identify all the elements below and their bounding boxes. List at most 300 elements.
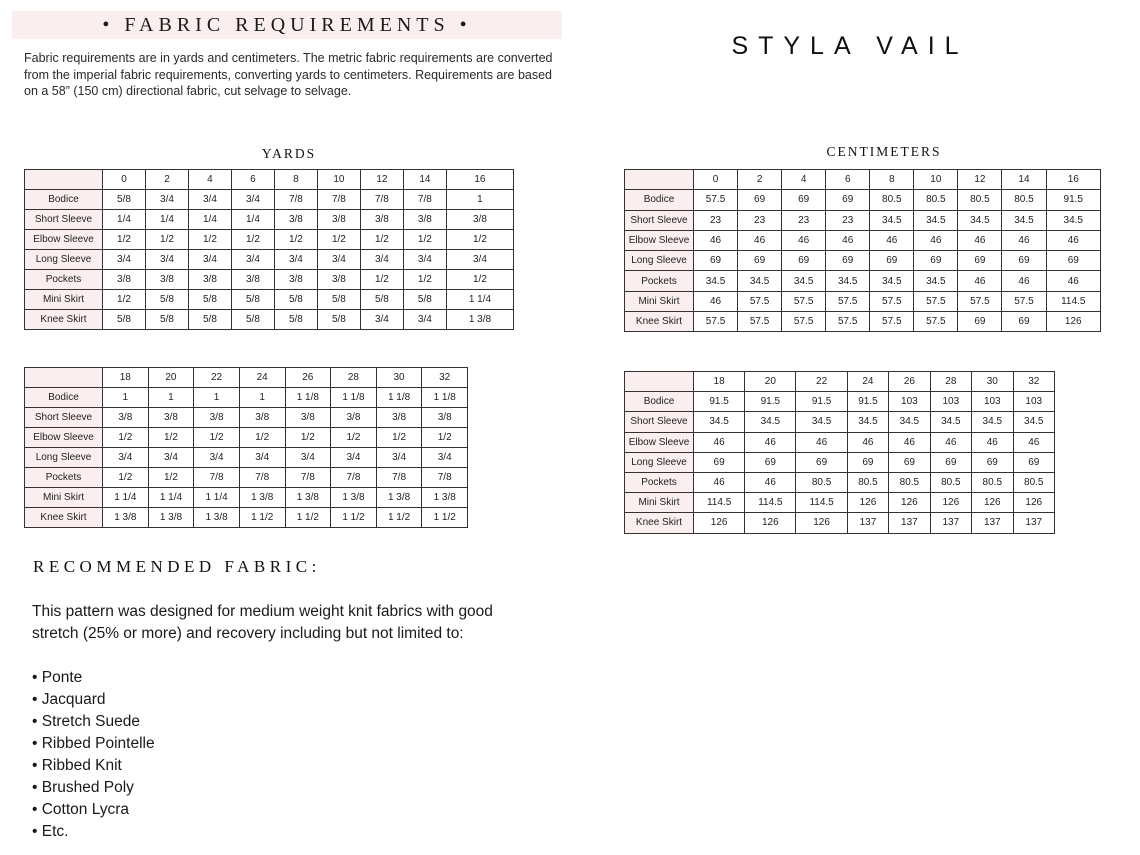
table-cell: 3/4 [145,190,188,210]
table-cell: 3/4 [285,448,331,468]
table-cell: 34.5 [745,412,796,432]
table-row [25,408,468,428]
size-header: 10 [317,170,360,190]
table-cell: 34.5 [870,210,914,230]
size-header: 6 [231,170,274,190]
table-cell: 126 [889,493,930,513]
size-header: 16 [1046,170,1101,190]
size-header: 24 [847,372,888,392]
table-cell: 1/2 [188,230,231,250]
fabric-item: • Jacquard [32,689,155,711]
table-row [25,270,514,290]
table-cell: 7/8 [274,190,317,210]
table-header-row [25,368,468,388]
table-cell: 5/8 [317,310,360,330]
table-cell: 69 [826,251,870,271]
row-label: Knee Skirt [25,508,103,528]
table-cell: 46 [694,472,745,492]
size-header: 0 [694,170,738,190]
table-cell: 137 [889,513,930,533]
table-corner [625,170,694,190]
table-cell: 1/2 [403,270,446,290]
table-cell: 80.5 [870,190,914,210]
table-row [625,251,1101,271]
table-cell: 1 3/8 [194,508,240,528]
table-cell: 69 [1013,452,1054,472]
table-cell: 46 [1046,271,1101,291]
table-row [25,468,468,488]
table-header-row [625,372,1055,392]
table-cell: 80.5 [889,472,930,492]
table-cell: 46 [914,230,958,250]
table-cell: 3/8 [446,210,513,230]
table-row [625,472,1055,492]
row-label: Mini Skirt [25,290,103,310]
table-cell: 5/8 [274,310,317,330]
table-row [25,310,514,330]
table-cell: 1 1/4 [103,488,149,508]
table-cell: 3/8 [376,408,422,428]
size-header: 22 [194,368,240,388]
table-cell: 57.5 [694,190,738,210]
table-cell: 3/8 [194,408,240,428]
table-cell: 57.5 [870,291,914,311]
row-label: Elbow Sleeve [25,230,103,250]
table-row [25,488,468,508]
table-row [625,190,1101,210]
row-label: Elbow Sleeve [625,230,694,250]
table-cell: 126 [847,493,888,513]
table-cell: 1 1/4 [194,488,240,508]
table-cell: 7/8 [403,190,446,210]
table-cell: 46 [930,432,971,452]
row-label: Short Sleeve [25,210,103,230]
size-header: 26 [889,372,930,392]
size-header: 12 [360,170,403,190]
row-label: Elbow Sleeve [25,428,103,448]
table-cell: 5/8 [103,190,146,210]
table-cell: 1/2 [194,428,240,448]
table-cell: 3/8 [317,270,360,290]
table-cell: 1 3/8 [239,488,285,508]
table-row [25,508,468,528]
table-cell: 7/8 [317,190,360,210]
row-label: Elbow Sleeve [625,432,694,452]
table-cell: 7/8 [285,468,331,488]
table-cell: 1 1/4 [148,488,194,508]
table-cell: 46 [1002,271,1046,291]
table-cell: 3/4 [446,250,513,270]
table-cell: 1/2 [148,428,194,448]
table-cell: 3/4 [403,310,446,330]
table-cell: 57.5 [738,291,782,311]
table-cell: 69 [914,251,958,271]
size-header: 8 [870,170,914,190]
size-header: 18 [103,368,149,388]
table-cell: 5/8 [317,290,360,310]
table-row [25,428,468,448]
table-cell: 1/2 [103,468,149,488]
table-cell: 137 [1013,513,1054,533]
size-header: 4 [782,170,826,190]
table-cell: 1 1/2 [239,508,285,528]
table-cell: 103 [889,392,930,412]
table-cell: 69 [958,251,1002,271]
row-label: Short Sleeve [625,210,694,230]
table-cell: 1 1/2 [331,508,377,528]
table-cell: 5/8 [145,310,188,330]
table-row [625,392,1055,412]
table-cell: 91.5 [694,392,745,412]
table-cell: 3/4 [274,250,317,270]
row-label: Long Sleeve [25,250,103,270]
table-cell: 5/8 [274,290,317,310]
table-cell: 34.5 [782,271,826,291]
table-cell: 126 [930,493,971,513]
table-cell: 69 [782,190,826,210]
recommended-fabric-title: RECOMMENDED FABRIC: [33,557,321,576]
table-cell: 1/2 [285,428,331,448]
table-cell: 103 [972,392,1013,412]
table-cell: 3/8 [145,270,188,290]
row-label: Bodice [25,388,103,408]
table-cell: 114.5 [745,493,796,513]
table-cell: 1 [148,388,194,408]
table-cell: 34.5 [914,210,958,230]
yards-title: YARDS [261,146,317,161]
table-cell: 3/4 [422,448,468,468]
table-corner [625,372,694,392]
table-cell: 80.5 [914,190,958,210]
table-cell: 1/2 [103,290,146,310]
table-cell: 57.5 [958,291,1002,311]
table-cell: 1 3/8 [376,488,422,508]
table-cell: 1/2 [360,270,403,290]
table-cell: 69 [889,452,930,472]
fabric-item: • Ribbed Knit [32,755,155,777]
table-cell: 103 [930,392,971,412]
table-cell: 1/2 [317,230,360,250]
table-cell: 7/8 [422,468,468,488]
row-label: Bodice [625,190,694,210]
table-cell: 1/2 [331,428,377,448]
table-cell: 5/8 [403,290,446,310]
brand-title: STYLA VAIL [731,32,969,60]
table-cell: 1 1/4 [446,290,513,310]
size-header: 4 [188,170,231,190]
table-row [625,210,1101,230]
row-label: Short Sleeve [625,412,694,432]
table-cell: 23 [782,210,826,230]
table-cell: 3/4 [103,250,146,270]
table-cell: 1/4 [188,210,231,230]
table-cell: 46 [745,472,796,492]
table-cell: 1 3/8 [331,488,377,508]
table-cell: 46 [870,230,914,250]
table-cell: 1/2 [148,468,194,488]
table-cell: 1/2 [446,270,513,290]
table-cell: 1 1/2 [376,508,422,528]
table-cell: 46 [1046,230,1101,250]
table-cell: 46 [889,432,930,452]
table-cell: 46 [826,230,870,250]
row-label: Knee Skirt [25,310,103,330]
fabric-item: • Etc. [32,821,155,843]
table-cell: 69 [782,251,826,271]
fabric-item: • Brushed Poly [32,777,155,799]
fabric-item: • Ponte [32,667,155,689]
table-cell: 69 [694,452,745,472]
table-cell: 91.5 [1046,190,1101,210]
table-cell: 1/2 [103,230,146,250]
table-cell: 34.5 [847,412,888,432]
table-cell: 1 [194,388,240,408]
table-cell: 3/4 [317,250,360,270]
table-cell: 7/8 [194,468,240,488]
table-cell: 1/2 [231,230,274,250]
size-header: 28 [331,368,377,388]
table-cell: 1 1/8 [376,388,422,408]
table-cell: 137 [972,513,1013,533]
table-cell: 1 1/2 [422,508,468,528]
row-label: Long Sleeve [625,251,694,271]
table-cell: 91.5 [847,392,888,412]
table-cell: 69 [796,452,847,472]
table-cell: 7/8 [331,468,377,488]
table-row [25,388,468,408]
table-cell: 1/2 [103,428,149,448]
table-cell: 57.5 [738,312,782,332]
table-cell: 1 1/2 [285,508,331,528]
size-header: 14 [1002,170,1046,190]
fabric-item: • Cotton Lycra [32,799,155,821]
table-cell: 69 [847,452,888,472]
table-cell: 1/2 [403,230,446,250]
table-row [25,190,514,210]
table-cell: 57.5 [826,291,870,311]
table-cell: 3/8 [148,408,194,428]
table-cell: 3/4 [188,250,231,270]
table-cell: 69 [1046,251,1101,271]
table-cell: 1 3/8 [285,488,331,508]
table-cell: 46 [738,230,782,250]
size-header: 18 [694,372,745,392]
table-cell: 3/8 [331,408,377,428]
size-header: 20 [745,372,796,392]
table-cell: 3/4 [403,250,446,270]
table-cell: 80.5 [1013,472,1054,492]
table-cell: 46 [1013,432,1054,452]
size-header: 22 [796,372,847,392]
table-cell: 3/4 [376,448,422,468]
table-cell: 1 [446,190,513,210]
size-header: 16 [446,170,513,190]
table-cell: 57.5 [914,312,958,332]
table-cell: 46 [958,230,1002,250]
table-cell: 1/4 [103,210,146,230]
table-cell: 34.5 [889,412,930,432]
table-row [625,412,1055,432]
table-cell: 126 [972,493,1013,513]
table-cell: 91.5 [796,392,847,412]
table-cell: 1/2 [239,428,285,448]
table-cell: 1/4 [145,210,188,230]
table-cell: 1 [239,388,285,408]
table-cell: 1/2 [446,230,513,250]
table-cell: 80.5 [958,190,1002,210]
size-header: 12 [958,170,1002,190]
size-header: 28 [930,372,971,392]
table-cell: 1 3/8 [446,310,513,330]
table-cell: 103 [1013,392,1054,412]
table-cell: 23 [738,210,782,230]
table-cell: 46 [1002,230,1046,250]
table-row [625,271,1101,291]
table-cell: 1/2 [376,428,422,448]
row-label: Mini Skirt [625,493,694,513]
table-cell: 69 [826,190,870,210]
section-title: • FABRIC REQUIREMENTS • [12,11,562,39]
table-cell: 5/8 [188,290,231,310]
table-row [25,250,514,270]
table-cell: 1 3/8 [103,508,149,528]
size-header: 10 [914,170,958,190]
table-cell: 57.5 [870,312,914,332]
size-header: 32 [1013,372,1054,392]
table-cell: 46 [796,432,847,452]
table-row [625,493,1055,513]
table-cell: 34.5 [914,271,958,291]
table-cell: 5/8 [360,290,403,310]
table-cell: 3/4 [231,190,274,210]
table-cell: 69 [870,251,914,271]
centimeters-table-sizes-18-32 [624,371,1055,534]
centimeters-title: CENTIMETERS [826,144,942,159]
table-cell: 34.5 [870,271,914,291]
table-row [25,448,468,468]
table-cell: 69 [738,190,782,210]
table-cell: 34.5 [972,412,1013,432]
size-header: 26 [285,368,331,388]
row-label: Long Sleeve [25,448,103,468]
table-cell: 57.5 [826,312,870,332]
table-cell: 46 [694,230,738,250]
table-row [625,230,1101,250]
table-cell: 137 [847,513,888,533]
table-corner [25,368,103,388]
table-row [625,513,1055,533]
table-cell: 7/8 [360,190,403,210]
size-header: 14 [403,170,446,190]
table-cell: 126 [745,513,796,533]
table-cell: 5/8 [188,310,231,330]
table-cell: 3/8 [231,270,274,290]
table-cell: 23 [694,210,738,230]
table-cell: 5/8 [145,290,188,310]
row-label: Pockets [25,468,103,488]
table-cell: 3/4 [231,250,274,270]
table-corner [25,170,103,190]
table-cell: 5/8 [231,290,274,310]
table-cell: 137 [930,513,971,533]
table-cell: 3/8 [103,408,149,428]
table-header-row [25,170,514,190]
table-cell: 3/4 [188,190,231,210]
size-header: 30 [376,368,422,388]
table-cell: 46 [958,271,1002,291]
row-label: Mini Skirt [625,291,694,311]
table-cell: 57.5 [914,291,958,311]
table-cell: 3/8 [239,408,285,428]
row-label: Mini Skirt [25,488,103,508]
table-cell: 1 1/8 [331,388,377,408]
table-cell: 46 [745,432,796,452]
table-cell: 5/8 [103,310,146,330]
table-header-row [625,170,1101,190]
table-row [25,290,514,310]
table-cell: 80.5 [972,472,1013,492]
table-cell: 1 1/8 [285,388,331,408]
size-header: 32 [422,368,468,388]
table-cell: 126 [694,513,745,533]
table-cell: 114.5 [1046,291,1101,311]
table-cell: 80.5 [1002,190,1046,210]
table-cell: 5/8 [231,310,274,330]
table-cell: 1/4 [231,210,274,230]
row-label: Bodice [625,392,694,412]
table-cell: 34.5 [826,271,870,291]
table-row [625,452,1055,472]
table-cell: 34.5 [796,412,847,432]
table-row [25,230,514,250]
table-row [625,432,1055,452]
table-cell: 34.5 [1046,210,1101,230]
table-cell: 3/4 [148,448,194,468]
row-label: Pockets [625,472,694,492]
row-label: Knee Skirt [625,312,694,332]
table-cell: 57.5 [694,312,738,332]
table-cell: 3/4 [145,250,188,270]
table-cell: 46 [972,432,1013,452]
table-cell: 3/8 [285,408,331,428]
fabric-item: • Stretch Suede [32,711,155,733]
table-cell: 1/2 [274,230,317,250]
table-cell: 34.5 [958,210,1002,230]
size-header: 2 [738,170,782,190]
centimeters-table-sizes-0-16 [624,169,1101,332]
table-cell: 69 [1002,312,1046,332]
table-cell: 3/4 [360,250,403,270]
table-cell: 3/4 [103,448,149,468]
size-header: 0 [103,170,146,190]
table-cell: 3/8 [422,408,468,428]
row-label: Bodice [25,190,103,210]
table-cell: 34.5 [930,412,971,432]
table-cell: 57.5 [1002,291,1046,311]
table-cell: 114.5 [796,493,847,513]
row-label: Pockets [25,270,103,290]
table-cell: 3/8 [274,210,317,230]
yards-table-sizes-0-16 [24,169,514,330]
table-cell: 69 [694,251,738,271]
table-cell: 3/4 [239,448,285,468]
table-cell: 80.5 [847,472,888,492]
table-cell: 80.5 [930,472,971,492]
table-cell: 3/4 [194,448,240,468]
table-cell: 1 1/8 [422,388,468,408]
size-header: 20 [148,368,194,388]
row-label: Short Sleeve [25,408,103,428]
